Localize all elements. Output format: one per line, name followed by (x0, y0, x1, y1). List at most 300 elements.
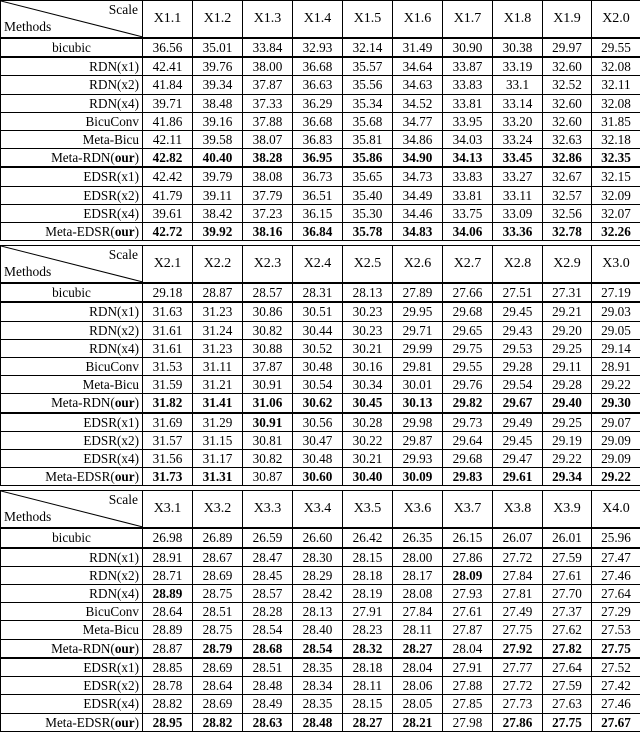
psnr-value: 28.34 (293, 677, 343, 695)
psnr-value: 27.81 (493, 585, 543, 603)
psnr-value: 28.11 (343, 677, 393, 695)
psnr-value: 38.16 (243, 223, 293, 241)
psnr-value: 29.75 (443, 339, 493, 357)
psnr-value: 27.98 (443, 713, 493, 731)
psnr-value: 36.56 (143, 38, 193, 57)
method-suffix: our (115, 224, 135, 239)
psnr-value: 28.32 (343, 639, 393, 658)
psnr-value: 29.09 (592, 431, 640, 449)
psnr-value: 36.51 (293, 186, 343, 204)
psnr-value: 28.85 (143, 658, 193, 677)
scale-header: X3.0 (592, 246, 640, 284)
psnr-value: 34.06 (443, 223, 493, 241)
psnr-value: 28.27 (343, 713, 393, 731)
psnr-value: 28.57 (243, 585, 293, 603)
psnr-value: 28.00 (393, 548, 443, 567)
psnr-value: 38.42 (193, 204, 243, 222)
psnr-value: 30.88 (243, 339, 293, 357)
method-name: EDSR(x1) (1, 658, 143, 677)
psnr-value: 36.84 (293, 223, 343, 241)
psnr-value: 37.87 (243, 76, 293, 94)
psnr-value: 29.11 (543, 358, 592, 376)
psnr-value: 35.81 (343, 131, 393, 149)
psnr-value: 28.69 (193, 695, 243, 713)
psnr-value: 30.82 (243, 450, 293, 468)
psnr-value: 28.82 (143, 695, 193, 713)
psnr-value: 30.48 (293, 358, 343, 376)
psnr-value: 31.59 (143, 376, 193, 394)
psnr-value: 26.98 (143, 528, 193, 547)
psnr-value: 27.89 (393, 283, 443, 302)
psnr-value: 38.00 (243, 57, 293, 76)
table-row (1, 204, 640, 222)
psnr-value: 27.91 (443, 658, 493, 677)
psnr-value: 28.30 (293, 548, 343, 567)
table-row (1, 394, 640, 413)
psnr-value: 38.28 (243, 149, 293, 168)
psnr-value: 40.40 (193, 149, 243, 168)
psnr-value: 39.92 (193, 223, 243, 241)
method-name: Meta-RDN(our) (1, 149, 143, 168)
psnr-value: 29.09 (592, 450, 640, 468)
method-name: Meta-Bicu (1, 131, 143, 149)
psnr-value: 28.27 (393, 639, 443, 658)
psnr-value: 30.56 (293, 413, 343, 432)
psnr-value: 28.63 (243, 713, 293, 731)
psnr-value: 26.01 (543, 528, 592, 547)
psnr-value: 26.07 (493, 528, 543, 547)
psnr-value: 38.48 (193, 94, 243, 112)
psnr-value: 27.66 (443, 283, 493, 302)
psnr-value: 29.55 (592, 38, 640, 57)
scale-header: X3.4 (293, 491, 343, 529)
psnr-value: 30.13 (393, 394, 443, 413)
psnr-value: 28.13 (343, 283, 393, 302)
method-name: EDSR(x4) (1, 695, 143, 713)
psnr-value: 29.49 (493, 413, 543, 432)
psnr-value: 27.86 (443, 548, 493, 567)
psnr-value: 33.45 (493, 149, 543, 168)
header-row (1, 491, 640, 529)
psnr-value: 31.23 (193, 302, 243, 321)
table-row (1, 149, 640, 168)
psnr-value: 39.11 (193, 186, 243, 204)
psnr-value: 33.20 (493, 112, 543, 130)
psnr-value: 32.52 (543, 76, 592, 94)
psnr-value: 35.68 (343, 112, 393, 130)
psnr-value: 29.43 (493, 321, 543, 339)
header-row (1, 1, 640, 39)
table-row (1, 585, 640, 603)
table-row (1, 57, 640, 76)
method-name: Meta-RDN(our) (1, 639, 143, 658)
psnr-value: 27.75 (493, 621, 543, 639)
psnr-value: 36.95 (293, 149, 343, 168)
psnr-value: 31.61 (143, 321, 193, 339)
psnr-value: 28.69 (193, 566, 243, 584)
psnr-value: 35.65 (343, 167, 393, 186)
psnr-value: 34.49 (393, 186, 443, 204)
psnr-value: 28.68 (243, 639, 293, 658)
psnr-value: 28.51 (193, 603, 243, 621)
psnr-value: 27.46 (592, 566, 640, 584)
method-name: EDSR(x2) (1, 677, 143, 695)
table-row (1, 468, 640, 486)
table-row (1, 76, 640, 94)
psnr-value: 28.89 (143, 585, 193, 603)
psnr-value: 27.67 (592, 713, 640, 731)
psnr-value: 31.73 (143, 468, 193, 486)
psnr-value: 28.18 (343, 658, 393, 677)
psnr-value: 29.45 (493, 431, 543, 449)
psnr-value: 35.40 (343, 186, 393, 204)
psnr-value: 29.68 (443, 302, 493, 321)
method-suffix: our (115, 469, 135, 484)
psnr-value: 32.09 (592, 186, 640, 204)
psnr-value: 37.79 (243, 186, 293, 204)
psnr-value: 29.54 (493, 376, 543, 394)
method-name: bicubic (1, 528, 143, 547)
scale-header: X1.5 (343, 1, 393, 39)
psnr-value: 31.29 (193, 413, 243, 432)
psnr-value: 32.67 (543, 167, 592, 186)
psnr-value: 30.48 (293, 450, 343, 468)
scale-header: X2.5 (343, 246, 393, 284)
psnr-value: 31.53 (143, 358, 193, 376)
psnr-value: 28.31 (293, 283, 343, 302)
psnr-value: 39.71 (143, 94, 193, 112)
table-row (1, 167, 640, 186)
psnr-value: 29.28 (543, 376, 592, 394)
psnr-value: 28.57 (243, 283, 293, 302)
psnr-value: 28.64 (143, 603, 193, 621)
psnr-value: 33.84 (243, 38, 293, 57)
psnr-value: 30.54 (293, 376, 343, 394)
psnr-value: 29.67 (493, 394, 543, 413)
table-row (1, 283, 640, 302)
psnr-value: 28.35 (293, 695, 343, 713)
psnr-value: 31.06 (243, 394, 293, 413)
psnr-value: 32.18 (592, 131, 640, 149)
psnr-value: 37.23 (243, 204, 293, 222)
corner-cell (1, 1, 143, 39)
psnr-value: 27.63 (543, 695, 592, 713)
psnr-value: 30.21 (343, 339, 393, 357)
table-row (1, 94, 640, 112)
psnr-value: 27.61 (443, 603, 493, 621)
psnr-value: 29.47 (493, 450, 543, 468)
psnr-value: 31.17 (193, 450, 243, 468)
psnr-value: 30.38 (493, 38, 543, 57)
method-name: EDSR(x4) (1, 450, 143, 468)
psnr-value: 30.40 (343, 468, 393, 486)
psnr-value: 31.11 (193, 358, 243, 376)
table-row (1, 621, 640, 639)
psnr-value: 29.82 (443, 394, 493, 413)
psnr-value: 29.65 (443, 321, 493, 339)
psnr-value: 35.01 (193, 38, 243, 57)
psnr-value: 29.03 (592, 302, 640, 321)
psnr-value: 31.56 (143, 450, 193, 468)
psnr-value: 26.15 (443, 528, 493, 547)
psnr-value: 28.40 (293, 621, 343, 639)
psnr-value: 33.83 (443, 76, 493, 94)
table-row (1, 358, 640, 376)
psnr-value: 29.20 (543, 321, 592, 339)
psnr-value: 29.19 (543, 431, 592, 449)
psnr-value: 38.08 (243, 167, 293, 186)
psnr-value: 29.22 (592, 468, 640, 486)
scale-label: Scale (109, 3, 138, 17)
table-row (1, 528, 640, 547)
table-row (1, 603, 640, 621)
method-name: Meta-EDSR(our) (1, 468, 143, 486)
table-row (1, 658, 640, 677)
psnr-value: 32.60 (543, 112, 592, 130)
psnr-value: 27.82 (543, 639, 592, 658)
scale-header: X2.6 (393, 246, 443, 284)
psnr-value: 27.52 (592, 658, 640, 677)
psnr-value: 28.18 (343, 566, 393, 584)
method-name: RDN(x2) (1, 566, 143, 584)
psnr-value: 33.27 (493, 167, 543, 186)
psnr-value: 26.60 (293, 528, 343, 547)
psnr-value: 29.83 (443, 468, 493, 486)
scale-header: X3.3 (243, 491, 293, 529)
psnr-value: 27.84 (493, 566, 543, 584)
psnr-value: 30.82 (243, 321, 293, 339)
psnr-value: 27.37 (543, 603, 592, 621)
psnr-value: 42.72 (143, 223, 193, 241)
psnr-value: 29.61 (493, 468, 543, 486)
scale-header: X2.9 (543, 246, 592, 284)
method-name: BicuConv (1, 358, 143, 376)
psnr-value: 29.53 (493, 339, 543, 357)
psnr-value: 30.44 (293, 321, 343, 339)
psnr-value: 28.91 (143, 548, 193, 567)
psnr-value: 31.63 (143, 302, 193, 321)
psnr-value: 29.93 (393, 450, 443, 468)
psnr-value: 30.60 (293, 468, 343, 486)
psnr-value: 28.48 (293, 713, 343, 731)
psnr-value: 31.49 (393, 38, 443, 57)
psnr-value: 30.23 (343, 302, 393, 321)
psnr-value: 32.11 (592, 76, 640, 94)
psnr-value: 28.51 (243, 658, 293, 677)
psnr-value: 27.91 (343, 603, 393, 621)
psnr-value: 30.81 (243, 431, 293, 449)
psnr-value: 35.57 (343, 57, 393, 76)
scale-header: X2.4 (293, 246, 343, 284)
psnr-value: 28.75 (193, 585, 243, 603)
psnr-value: 28.54 (243, 621, 293, 639)
table-row (1, 321, 640, 339)
psnr-value: 36.15 (293, 204, 343, 222)
psnr-value: 29.71 (393, 321, 443, 339)
psnr-value: 33.24 (493, 131, 543, 149)
psnr-value: 28.54 (293, 639, 343, 658)
table-row (1, 450, 640, 468)
method-name: RDN(x2) (1, 321, 143, 339)
method-name: RDN(x1) (1, 548, 143, 567)
psnr-value: 33.19 (493, 57, 543, 76)
psnr-value: 28.11 (393, 621, 443, 639)
psnr-value: 29.22 (592, 376, 640, 394)
scale-label: Scale (109, 493, 138, 507)
psnr-value: 33.09 (493, 204, 543, 222)
psnr-value: 39.79 (193, 167, 243, 186)
method-name: Meta-EDSR(our) (1, 713, 143, 731)
psnr-value: 37.87 (243, 358, 293, 376)
psnr-value: 34.73 (393, 167, 443, 186)
methods-label: Methods (4, 510, 51, 524)
psnr-value: 31.15 (193, 431, 243, 449)
psnr-value: 33.11 (493, 186, 543, 204)
psnr-value: 30.62 (293, 394, 343, 413)
psnr-value: 30.90 (443, 38, 493, 57)
psnr-value: 29.73 (443, 413, 493, 432)
method-name: RDN(x1) (1, 302, 143, 321)
scale-header: X3.2 (193, 491, 243, 529)
psnr-value: 28.15 (343, 695, 393, 713)
psnr-value: 32.08 (592, 57, 640, 76)
psnr-value: 34.46 (393, 204, 443, 222)
table-row (1, 695, 640, 713)
psnr-value: 27.64 (543, 658, 592, 677)
psnr-value: 27.73 (493, 695, 543, 713)
psnr-value: 25.96 (592, 528, 640, 547)
psnr-value: 31.24 (193, 321, 243, 339)
psnr-value: 30.21 (343, 450, 393, 468)
psnr-value: 28.28 (243, 603, 293, 621)
psnr-value: 29.40 (543, 394, 592, 413)
scale-header: X1.8 (493, 1, 543, 39)
psnr-value: 27.61 (543, 566, 592, 584)
psnr-value: 33.14 (493, 94, 543, 112)
scale-header: X1.2 (193, 1, 243, 39)
psnr-value: 31.57 (143, 431, 193, 449)
table-row (1, 639, 640, 658)
psnr-value: 28.48 (243, 677, 293, 695)
psnr-value: 32.93 (293, 38, 343, 57)
psnr-value: 36.29 (293, 94, 343, 112)
psnr-value: 34.90 (393, 149, 443, 168)
psnr-value: 36.68 (293, 112, 343, 130)
method-name: Meta-Bicu (1, 621, 143, 639)
psnr-value: 32.14 (343, 38, 393, 57)
psnr-value: 27.86 (493, 713, 543, 731)
psnr-value: 27.92 (493, 639, 543, 658)
psnr-value: 28.87 (143, 639, 193, 658)
psnr-value: 28.04 (393, 658, 443, 677)
psnr-value: 28.29 (293, 566, 343, 584)
psnr-value: 33.95 (443, 112, 493, 130)
psnr-value: 30.09 (393, 468, 443, 486)
psnr-value: 28.15 (343, 548, 393, 567)
psnr-value: 39.34 (193, 76, 243, 94)
psnr-value: 32.08 (592, 94, 640, 112)
psnr-value: 27.42 (592, 677, 640, 695)
psnr-value: 29.34 (543, 468, 592, 486)
scale-header: X3.5 (343, 491, 393, 529)
psnr-value: 38.07 (243, 131, 293, 149)
psnr-value: 37.88 (243, 112, 293, 130)
psnr-value: 28.79 (193, 639, 243, 658)
table-row (1, 302, 640, 321)
scale-header: X1.9 (543, 1, 592, 39)
psnr-value: 42.42 (143, 167, 193, 186)
method-name: BicuConv (1, 112, 143, 130)
results-table-1 (0, 0, 640, 241)
psnr-value: 29.21 (543, 302, 592, 321)
method-name: RDN(x2) (1, 76, 143, 94)
psnr-value: 27.75 (592, 639, 640, 658)
psnr-value: 28.71 (143, 566, 193, 584)
psnr-value: 29.87 (393, 431, 443, 449)
psnr-value: 28.09 (443, 566, 493, 584)
psnr-value: 30.01 (393, 376, 443, 394)
psnr-value: 35.30 (343, 204, 393, 222)
psnr-value: 29.95 (393, 302, 443, 321)
psnr-value: 41.84 (143, 76, 193, 94)
method-name: EDSR(x1) (1, 413, 143, 432)
table-row (1, 223, 640, 241)
psnr-value: 29.76 (443, 376, 493, 394)
psnr-value: 27.77 (493, 658, 543, 677)
scale-header: X2.8 (493, 246, 543, 284)
psnr-value: 35.56 (343, 76, 393, 94)
table-row (1, 413, 640, 432)
psnr-value: 29.68 (443, 450, 493, 468)
psnr-value: 26.89 (193, 528, 243, 547)
psnr-value: 28.91 (592, 358, 640, 376)
psnr-value: 29.81 (393, 358, 443, 376)
scale-header: X1.1 (143, 1, 193, 39)
psnr-value: 29.14 (592, 339, 640, 357)
psnr-value: 29.55 (443, 358, 493, 376)
psnr-value: 27.59 (543, 548, 592, 567)
psnr-value: 27.93 (443, 585, 493, 603)
psnr-value: 30.16 (343, 358, 393, 376)
psnr-value: 28.04 (443, 639, 493, 658)
psnr-value: 28.67 (193, 548, 243, 567)
psnr-value: 33.75 (443, 204, 493, 222)
psnr-value: 33.83 (443, 167, 493, 186)
method-suffix: our (115, 641, 135, 656)
psnr-value: 28.17 (393, 566, 443, 584)
method-name: RDN(x4) (1, 94, 143, 112)
scale-header: X2.3 (243, 246, 293, 284)
psnr-value: 30.34 (343, 376, 393, 394)
method-name: RDN(x4) (1, 585, 143, 603)
psnr-value: 32.56 (543, 204, 592, 222)
psnr-value: 28.42 (293, 585, 343, 603)
scale-header: X2.7 (443, 246, 493, 284)
psnr-value: 29.25 (543, 413, 592, 432)
results-table-2 (0, 245, 640, 486)
psnr-value: 30.47 (293, 431, 343, 449)
psnr-value: 29.07 (592, 413, 640, 432)
psnr-value: 28.75 (193, 621, 243, 639)
method-name: EDSR(x4) (1, 204, 143, 222)
psnr-value: 32.60 (543, 94, 592, 112)
psnr-value: 29.18 (143, 283, 193, 302)
psnr-value: 28.21 (393, 713, 443, 731)
psnr-value: 27.85 (443, 695, 493, 713)
psnr-value: 33.87 (443, 57, 493, 76)
psnr-value: 36.68 (293, 57, 343, 76)
psnr-value: 30.22 (343, 431, 393, 449)
